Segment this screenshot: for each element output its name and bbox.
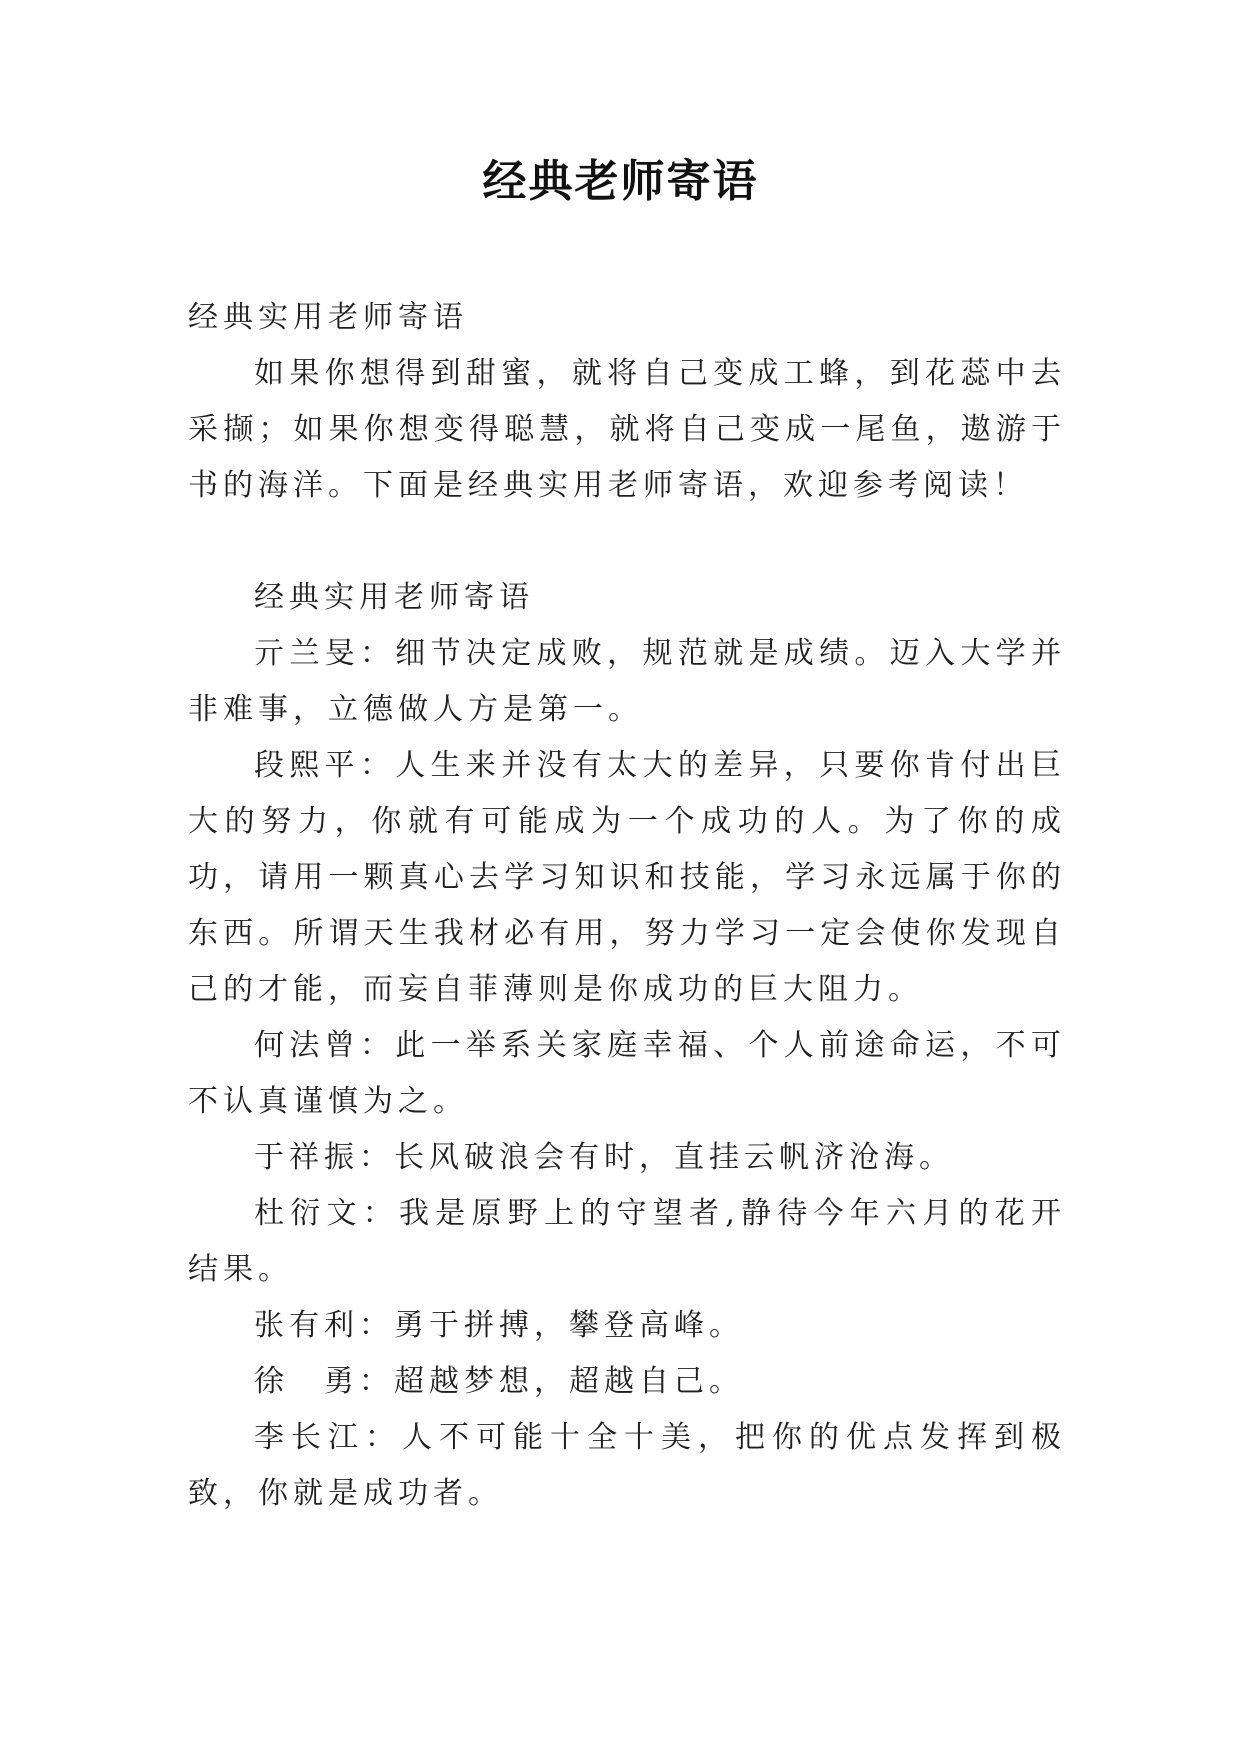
- quote-paragraph: 何法曾：此一举系关家庭幸福、个人前途命运，不可不认真谨慎为之。: [188, 1028, 1066, 1119]
- section-heading: 经典实用老师寄语: [254, 580, 534, 615]
- quote-paragraph: 徐 勇：超越梦想，超越自己。: [254, 1364, 744, 1399]
- quote-paragraph: 张有利：勇于拼搏，攀登高峰。: [254, 1308, 744, 1343]
- document-subtitle: 经典实用老师寄语: [188, 300, 468, 335]
- quote-paragraph: 李长江：人不可能十全十美，把你的优点发挥到极致，你就是成功者。: [188, 1420, 1066, 1511]
- quote-paragraph: 于祥振：长风破浪会有时，直挂云帆济沧海。: [254, 1140, 954, 1175]
- document-body: [188, 290, 1066, 1522]
- quote-paragraph: 亓兰旻：细节决定成败，规范就是成绩。迈入大学并非难事，立德做人方是第一。: [188, 636, 1066, 727]
- intro-paragraph: 如果你想得到甜蜜，就将自己变成工蜂，到花蕊中去采撷；如果你想变得聪慧，就将自己变成一尾鱼，遨游于书的海洋。下面是经典实用老师寄语，欢迎参考阅读！: [188, 356, 1066, 503]
- quote-paragraph: 段熙平：人生来并没有太大的差异，只要你肯付出巨大的努力，你就有可能成为一个成功的人。为了你的成功，请用一颗真心去学习知识和技能，学习永远属于你的东西。所谓天生我材必有用，努力学习一定会使你发现自己的才能，而妄自菲薄则是你成功的巨大阻力。: [188, 748, 1066, 1007]
- quote-paragraph: 杜衍文：我是原野上的守望者,静待今年六月的花开结果。: [188, 1196, 1066, 1287]
- document-title: 经典老师寄语: [482, 156, 759, 207]
